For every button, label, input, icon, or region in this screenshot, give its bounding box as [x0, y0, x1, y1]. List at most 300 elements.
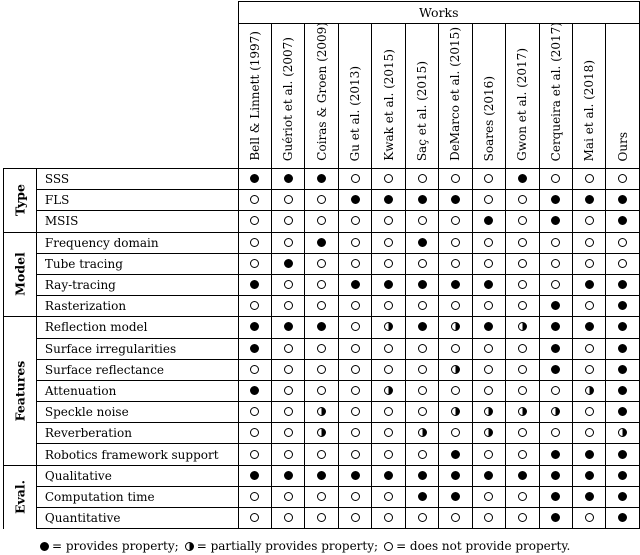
mark-cell: [472, 211, 505, 232]
filled-circle-icon: [317, 322, 326, 331]
empty-circle-icon: [351, 428, 360, 437]
mark-cell: [506, 465, 539, 486]
mark-cell: [405, 380, 438, 401]
work-name: Kwak et al. (2015): [381, 49, 396, 161]
table-row: [4, 296, 640, 317]
empty-circle-icon: [551, 428, 560, 437]
empty-circle-icon: [484, 386, 493, 395]
mark-cell: [506, 444, 539, 465]
empty-circle-icon: [451, 259, 460, 268]
mark-cell: [372, 402, 405, 423]
mark-cell: [405, 296, 438, 317]
mark-cell: [272, 317, 305, 338]
filled-circle-icon: [250, 280, 259, 289]
mark-cell: [606, 169, 640, 190]
filled-circle-icon: [585, 195, 594, 204]
empty-circle-icon: [351, 259, 360, 268]
empty-circle-icon: [418, 174, 427, 183]
empty-circle-icon: [484, 365, 493, 374]
mark-cell: [372, 253, 405, 274]
group-label-cell: [4, 317, 37, 465]
empty-circle-icon: [418, 259, 427, 268]
half-circle-icon: [418, 428, 427, 437]
mark-cell: [272, 190, 305, 211]
mark-cell: [606, 508, 640, 529]
empty-circle-icon: [351, 322, 360, 331]
property-label: Speckle noise: [36, 402, 238, 423]
empty-circle-icon: [585, 428, 594, 437]
empty-circle-icon: [484, 450, 493, 459]
filled-circle-icon: [451, 492, 460, 501]
mark-cell: [272, 211, 305, 232]
mark-cell: [439, 317, 472, 338]
group-label-cell: [4, 465, 37, 529]
table-row: [4, 338, 640, 359]
group-label: Features: [12, 360, 28, 422]
filled-circle-icon: [284, 259, 293, 268]
property-label: Attenuation: [36, 380, 238, 401]
mark-cell: [272, 465, 305, 486]
empty-circle-icon: [284, 344, 293, 353]
empty-circle-icon: [518, 195, 527, 204]
filled-circle-icon: [551, 301, 560, 310]
property-label: FLS: [36, 190, 238, 211]
table-row: [4, 274, 640, 295]
empty-circle-icon: [250, 301, 259, 310]
empty-circle-icon: [284, 407, 293, 416]
half-circle-icon: [551, 407, 560, 416]
mark-cell: [305, 211, 338, 232]
mark-cell: [439, 296, 472, 317]
mark-cell: [272, 338, 305, 359]
empty-circle-icon: [618, 238, 627, 247]
work-name: Mai et al. (2018): [582, 59, 597, 161]
mark-cell: [472, 465, 505, 486]
mark-cell: [372, 169, 405, 190]
mark-cell: [372, 296, 405, 317]
mark-cell: [606, 444, 640, 465]
mark-cell: [539, 423, 572, 444]
mark-cell: [572, 508, 605, 529]
half-circle-icon: [451, 322, 460, 331]
mark-cell: [272, 508, 305, 529]
mark-cell: [405, 211, 438, 232]
mark-cell: [405, 423, 438, 444]
mark-cell: [506, 508, 539, 529]
mark-cell: [572, 274, 605, 295]
mark-cell: [506, 423, 539, 444]
empty-circle-icon: [284, 365, 293, 374]
empty-circle-icon: [284, 280, 293, 289]
work-name: Guériot et al. (2007): [281, 36, 296, 161]
empty-circle-icon: [351, 174, 360, 183]
filled-circle-icon: [484, 216, 493, 225]
work-column-header: [572, 24, 605, 169]
filled-circle-icon: [585, 492, 594, 501]
mark-cell: [372, 465, 405, 486]
empty-circle-icon: [317, 365, 326, 374]
filled-circle-icon: [351, 471, 360, 480]
mark-cell: [539, 359, 572, 380]
half-circle-icon: [384, 386, 393, 395]
property-label: Ray-tracing: [36, 274, 238, 295]
property-label: Qualitative: [36, 465, 238, 486]
filled-circle-icon: [418, 492, 427, 501]
mark-cell: [372, 423, 405, 444]
mark-cell: [238, 380, 271, 401]
mark-cell: [238, 296, 271, 317]
empty-circle-icon: [585, 301, 594, 310]
empty-circle-icon: [384, 216, 393, 225]
mark-cell: [372, 380, 405, 401]
mark-cell: [305, 338, 338, 359]
empty-circle-icon: [585, 344, 594, 353]
table-row: [4, 359, 640, 380]
table-row: [4, 444, 640, 465]
mark-cell: [439, 253, 472, 274]
mark-cell: [572, 190, 605, 211]
mark-cell: [405, 190, 438, 211]
mark-cell: [405, 486, 438, 507]
table-row: [4, 486, 640, 507]
mark-cell: [439, 274, 472, 295]
empty-circle-icon: [317, 280, 326, 289]
work-column-header: [305, 24, 338, 169]
work-name: DeMarco et al. (2015): [448, 27, 463, 161]
mark-cell: [606, 317, 640, 338]
mark-cell: [238, 423, 271, 444]
empty-circle-icon: [585, 216, 594, 225]
filled-circle-icon: [250, 322, 259, 331]
empty-circle-icon: [451, 216, 460, 225]
filled-circle-icon: [585, 450, 594, 459]
empty-circle-icon: [484, 301, 493, 310]
empty-circle-icon: [317, 386, 326, 395]
mark-cell: [472, 190, 505, 211]
work-column-header: [539, 21, 572, 169]
mark-cell: [305, 296, 338, 317]
mark-cell: [439, 338, 472, 359]
empty-circle-icon: [250, 407, 259, 416]
mark-cell: [472, 317, 505, 338]
legend-none-text: = does not provide property.: [396, 539, 571, 553]
filled-circle-icon: [451, 280, 460, 289]
mark-cell: [506, 253, 539, 274]
property-label: Tube tracing: [36, 253, 238, 274]
mark-cell: [405, 402, 438, 423]
mark-cell: [338, 296, 371, 317]
mark-cell: [305, 444, 338, 465]
empty-circle-icon: [418, 344, 427, 353]
mark-cell: [506, 296, 539, 317]
table-row: [4, 465, 640, 486]
half-circle-icon: [317, 428, 326, 437]
empty-circle-icon: [585, 513, 594, 522]
table-row: [4, 190, 640, 211]
empty-circle-icon: [418, 386, 427, 395]
property-label: Frequency domain: [36, 232, 238, 253]
mark-cell: [338, 169, 371, 190]
property-label: Robotics framework support: [36, 444, 238, 465]
empty-circle-icon: [250, 428, 259, 437]
mark-cell: [539, 444, 572, 465]
table-row: [4, 211, 640, 232]
mark-cell: [338, 232, 371, 253]
mark-cell: [272, 253, 305, 274]
empty-circle-icon: [351, 365, 360, 374]
empty-circle-icon: [351, 386, 360, 395]
empty-circle-icon: [418, 365, 427, 374]
filled-circle-icon: [250, 174, 259, 183]
half-circle-icon: [484, 428, 493, 437]
mark-cell: [439, 423, 472, 444]
table-row: [4, 402, 640, 423]
filled-circle-icon: [40, 542, 49, 551]
empty-circle-icon: [418, 216, 427, 225]
mark-cell: [439, 190, 472, 211]
mark-cell: [405, 465, 438, 486]
empty-circle-icon: [451, 428, 460, 437]
mark-cell: [338, 338, 371, 359]
filled-circle-icon: [384, 195, 393, 204]
mark-cell: [272, 380, 305, 401]
empty-circle-icon: [384, 542, 393, 551]
mark-cell: [572, 423, 605, 444]
legend-full-text: = provides property;: [52, 539, 179, 553]
empty-circle-icon: [484, 259, 493, 268]
mark-cell: [572, 169, 605, 190]
empty-circle-icon: [518, 238, 527, 247]
mark-cell: [305, 169, 338, 190]
mark-cell: [305, 274, 338, 295]
mark-cell: [272, 486, 305, 507]
mark-cell: [405, 444, 438, 465]
empty-circle-icon: [317, 513, 326, 522]
mark-cell: [238, 508, 271, 529]
mark-cell: [472, 232, 505, 253]
mark-cell: [506, 380, 539, 401]
mark-cell: [238, 465, 271, 486]
filled-circle-icon: [451, 195, 460, 204]
mark-cell: [539, 296, 572, 317]
mark-cell: [238, 486, 271, 507]
mark-cell: [372, 359, 405, 380]
filled-circle-icon: [384, 280, 393, 289]
mark-cell: [472, 486, 505, 507]
empty-circle-icon: [351, 301, 360, 310]
empty-circle-icon: [351, 344, 360, 353]
filled-circle-icon: [618, 471, 627, 480]
mark-cell: [606, 402, 640, 423]
half-circle-icon: [451, 365, 460, 374]
mark-cell: [439, 211, 472, 232]
filled-circle-icon: [618, 344, 627, 353]
mark-cell: [405, 359, 438, 380]
mark-cell: [338, 380, 371, 401]
half-circle-icon: [518, 407, 527, 416]
work-column-header: [472, 24, 505, 169]
work-name: Coiras & Groen (2009): [314, 22, 329, 161]
half-circle-icon: [451, 407, 460, 416]
mark-cell: [506, 317, 539, 338]
mark-cell: [238, 232, 271, 253]
mark-cell: [572, 359, 605, 380]
mark-cell: [338, 423, 371, 444]
mark-cell: [305, 232, 338, 253]
mark-cell: [338, 317, 371, 338]
filled-circle-icon: [418, 280, 427, 289]
filled-circle-icon: [317, 174, 326, 183]
empty-circle-icon: [317, 195, 326, 204]
mark-cell: [539, 317, 572, 338]
empty-circle-icon: [351, 238, 360, 247]
group-label: Model: [12, 252, 28, 297]
filled-circle-icon: [284, 471, 293, 480]
work-column-header: [439, 24, 472, 169]
empty-circle-icon: [451, 386, 460, 395]
mark-cell: [606, 380, 640, 401]
empty-circle-icon: [250, 492, 259, 501]
empty-circle-icon: [351, 513, 360, 522]
empty-circle-icon: [351, 216, 360, 225]
mark-cell: [372, 211, 405, 232]
mark-cell: [572, 486, 605, 507]
empty-circle-icon: [551, 259, 560, 268]
property-label: MSIS: [36, 211, 238, 232]
empty-circle-icon: [585, 259, 594, 268]
mark-cell: [539, 232, 572, 253]
empty-circle-icon: [351, 492, 360, 501]
mark-cell: [439, 486, 472, 507]
filled-circle-icon: [585, 471, 594, 480]
legend-full: [40, 539, 185, 553]
mark-cell: [372, 317, 405, 338]
mark-cell: [338, 274, 371, 295]
empty-circle-icon: [384, 174, 393, 183]
mark-cell: [372, 190, 405, 211]
mark-cell: [272, 402, 305, 423]
mark-cell: [439, 465, 472, 486]
mark-cell: [606, 232, 640, 253]
half-circle-icon: [317, 407, 326, 416]
empty-circle-icon: [384, 428, 393, 437]
mark-cell: [439, 232, 472, 253]
filled-circle-icon: [418, 195, 427, 204]
mark-cell: [372, 486, 405, 507]
mark-cell: [472, 423, 505, 444]
empty-circle-icon: [518, 216, 527, 225]
filled-circle-icon: [551, 195, 560, 204]
empty-circle-icon: [284, 301, 293, 310]
mark-cell: [305, 190, 338, 211]
mark-cell: [305, 465, 338, 486]
mark-cell: [572, 380, 605, 401]
filled-circle-icon: [484, 322, 493, 331]
mark-cell: [472, 402, 505, 423]
mark-cell: [506, 232, 539, 253]
half-circle-icon: [185, 542, 194, 551]
table-row: [4, 508, 640, 529]
table-row: [4, 380, 640, 401]
empty-circle-icon: [384, 513, 393, 522]
mark-cell: [439, 359, 472, 380]
empty-circle-icon: [518, 259, 527, 268]
filled-circle-icon: [250, 386, 259, 395]
empty-circle-icon: [384, 238, 393, 247]
work-column-header: [372, 24, 405, 169]
empty-circle-icon: [451, 174, 460, 183]
mark-cell: [338, 486, 371, 507]
mark-cell: [305, 253, 338, 274]
table-row: [4, 317, 640, 338]
empty-circle-icon: [317, 259, 326, 268]
mark-cell: [606, 253, 640, 274]
half-circle-icon: [618, 428, 627, 437]
empty-circle-icon: [551, 280, 560, 289]
mark-cell: [305, 380, 338, 401]
empty-circle-icon: [418, 450, 427, 459]
mark-cell: [372, 508, 405, 529]
mark-cell: [472, 296, 505, 317]
mark-cell: [238, 169, 271, 190]
mark-cell: [606, 359, 640, 380]
filled-circle-icon: [618, 513, 627, 522]
filled-circle-icon: [551, 513, 560, 522]
mark-cell: [372, 274, 405, 295]
empty-circle-icon: [250, 259, 259, 268]
half-circle-icon: [484, 407, 493, 416]
half-circle-icon: [384, 322, 393, 331]
empty-circle-icon: [384, 365, 393, 374]
works-header: Works: [238, 2, 639, 24]
mark-cell: [305, 359, 338, 380]
empty-circle-icon: [484, 238, 493, 247]
empty-circle-icon: [518, 301, 527, 310]
filled-circle-icon: [250, 471, 259, 480]
mark-cell: [539, 486, 572, 507]
filled-circle-icon: [618, 386, 627, 395]
mark-cell: [539, 402, 572, 423]
mark-cell: [238, 190, 271, 211]
mark-cell: [305, 508, 338, 529]
empty-circle-icon: [250, 365, 259, 374]
empty-circle-icon: [451, 513, 460, 522]
empty-circle-icon: [384, 450, 393, 459]
empty-circle-icon: [250, 238, 259, 247]
property-label: Rasterization: [36, 296, 238, 317]
mark-cell: [472, 444, 505, 465]
work-name: Bell & Linnett (1997): [247, 31, 262, 161]
empty-circle-icon: [384, 301, 393, 310]
mark-cell: [272, 444, 305, 465]
empty-circle-icon: [317, 301, 326, 310]
mark-cell: [372, 232, 405, 253]
mark-cell: [305, 317, 338, 338]
empty-circle-icon: [284, 428, 293, 437]
filled-circle-icon: [384, 471, 393, 480]
property-label: Reverberation: [36, 423, 238, 444]
work-name: Ours: [615, 131, 630, 161]
property-label: Surface reflectance: [36, 359, 238, 380]
work-name: Cerqueira et al. (2017): [548, 21, 563, 161]
filled-circle-icon: [250, 344, 259, 353]
property-label: Computation time: [36, 486, 238, 507]
empty-circle-icon: [250, 513, 259, 522]
empty-circle-icon: [585, 238, 594, 247]
empty-circle-icon: [284, 195, 293, 204]
filled-circle-icon: [618, 280, 627, 289]
half-circle-icon: [518, 322, 527, 331]
